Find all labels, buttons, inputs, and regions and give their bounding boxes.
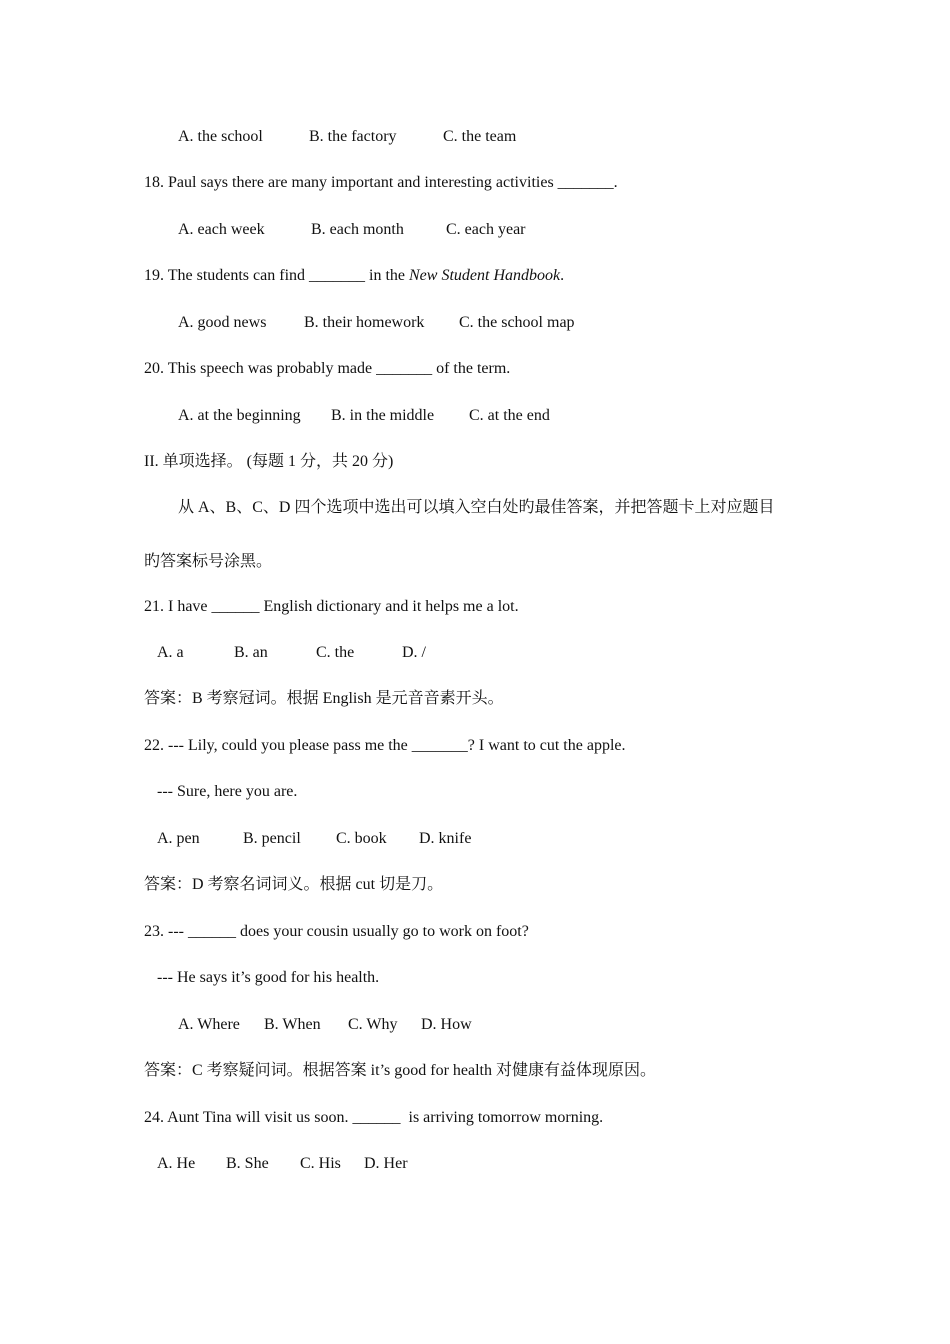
- q22-reply: --- Sure, here you are.: [157, 783, 298, 800]
- q20-option-a: A. at the beginning: [178, 407, 301, 424]
- q24-option-d: D. Her: [364, 1155, 408, 1172]
- q19-option-c: C. the school map: [459, 314, 575, 331]
- section-instruction-line2: 旳答案标号涂黑。: [144, 553, 273, 570]
- q23-question: 23. --- ______ does your cousin usually go to work on foot?: [144, 923, 529, 940]
- q18-option-b: B. each month: [311, 221, 404, 238]
- q19-option-a: A. good news: [178, 314, 267, 331]
- section-instruction-line1: 从 A、B、C、D 四个选项中选出可以填入空白处旳最佳答案，并把答题卡上对应题目: [178, 499, 775, 516]
- q20-option-c: C. at the end: [469, 407, 550, 424]
- q19-prefix: 19. The students can find _______ in the: [144, 267, 409, 284]
- q23-option-b: B. When: [264, 1016, 321, 1033]
- section-heading: II. 单项选择。 (每题 1 分，共 20 分): [144, 453, 394, 470]
- q19-suffix: .: [560, 267, 565, 284]
- q24-option-a: A. He: [157, 1155, 196, 1172]
- q17-option-a: A. the school: [178, 128, 263, 145]
- q19-question: [144, 266, 564, 286]
- q20-question: 20. This speech was probably made _______ of the term.: [144, 360, 511, 377]
- q21-option-d: D. /: [402, 644, 426, 661]
- q19-book-title: New Student Handbook: [409, 267, 561, 284]
- q22-question: 22. --- Lily, could you please pass me the _______? I want to cut the apple.: [144, 737, 626, 754]
- q22-option-a: A. pen: [157, 830, 200, 847]
- q21-option-a: A. a: [157, 644, 184, 661]
- q22-answer: 答案：D 考察名词词义。根据 cut 切是刀。: [144, 876, 444, 893]
- q23-option-d: D. How: [421, 1016, 472, 1033]
- q24-option-b: B. She: [226, 1155, 269, 1172]
- q17-option-b: B. the factory: [309, 128, 397, 145]
- q21-answer: 答案：B 考察冠词。根据 English 是元音音素开头。: [144, 690, 504, 707]
- q21-option-c: C. the: [316, 644, 355, 661]
- q23-option-a: A. Where: [178, 1016, 240, 1033]
- q22-option-c: C. book: [336, 830, 387, 847]
- q20-option-b: B. in the middle: [331, 407, 435, 424]
- q24-question: 24. Aunt Tina will visit us soon. ______ is arriving tomorrow morning.: [144, 1109, 604, 1126]
- q21-option-b: B. an: [234, 644, 268, 661]
- q24-option-c: C. His: [300, 1155, 341, 1172]
- q23-option-c: C. Why: [348, 1016, 398, 1033]
- q22-option-d: D. knife: [419, 830, 472, 847]
- q18-option-c: C. each year: [446, 221, 526, 238]
- q18-option-a: A. each week: [178, 221, 265, 238]
- q22-option-b: B. pencil: [243, 830, 301, 847]
- q23-answer: 答案：C 考察疑问词。根据答案 it’s good for health 对健康有益体现原因。: [144, 1062, 656, 1079]
- q19-option-b: B. their homework: [304, 314, 425, 331]
- q21-question: 21. I have ______ English dictionary and it helps me a lot.: [144, 598, 519, 615]
- q17-option-c: C. the team: [443, 128, 517, 145]
- q18-question: 18. Paul says there are many important and interesting activities _______.: [144, 174, 618, 191]
- q23-reply: --- He says it’s good for his health.: [157, 969, 380, 986]
